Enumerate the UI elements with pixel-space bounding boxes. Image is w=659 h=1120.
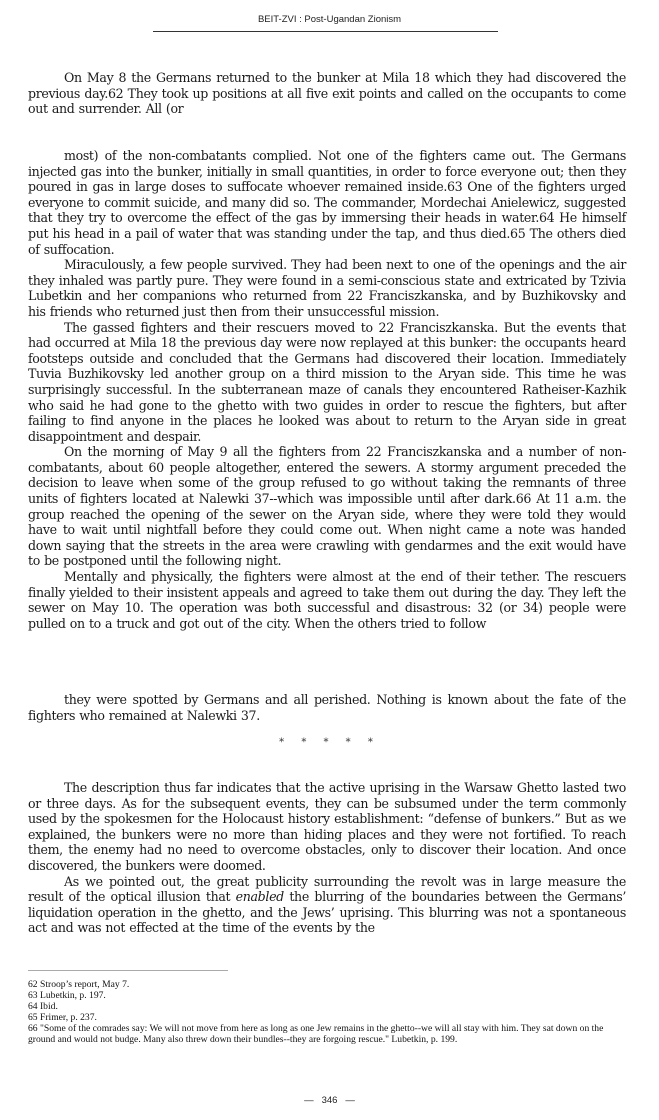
page-number: 346	[321, 1095, 338, 1106]
body-text-block-4	[28, 780, 626, 936]
running-header-title: BEIT-ZVI : Post-Ugandan Zionism	[257, 14, 402, 25]
footnote-65: 65 Frimer, p. 237.	[28, 1012, 97, 1023]
footnote-66: 66 "Some of the comrades say: We will not move from here as long as one Jew remains in the ghetto--we will all stay with him. They sat down on the ground and would not budge. Many also threw down their bundles--they are forgoing rescue." Lubetkin, p. 199.	[28, 1023, 604, 1045]
paragraph: On the morning of May 9 all the fighters from 22 Franciszkanska and a number of non-combatants, about 60 people altogether, entered the sewers. A stormy argument preceded the decision to leave when some of the group refused to go without taking the remnants of three units of fighters located at Nalewki 37--which was impossible until after dark.66 At 11 a.m. the group reached the opening of the sewer on the Aryan side, where they were told they would have to wait until nightfall before they could come out. When night came a note was handed down saying that the streets in the area were crawling with gendarmes and the exit would have to be postponed until the following night.	[28, 444, 626, 569]
body-text-block-3	[28, 692, 626, 723]
paragraph-continued: they were spotted by Germans and all perished. Nothing is known about the fate of the fighters who remained at Nalewki 37.	[28, 692, 626, 723]
paragraph-with-emphasis	[28, 874, 626, 936]
dash-right: —	[345, 1095, 355, 1106]
paragraph: On May 8 the Germans returned to the bunker at Mila 18 which they had discovered the previous day.62 They took up positions at all five exit points and called on the occupants to come out and surrender. All (or	[28, 70, 626, 117]
section-separator: * * * * *	[279, 737, 380, 748]
footnote-64: 64 Ibid.	[28, 1001, 58, 1012]
dash-left: —	[304, 1095, 314, 1106]
body-text-block-1	[28, 70, 626, 117]
paragraph: Mentally and physically, the fighters were almost at the end of their tether. The rescuers finally yielded to their insistent appeals and agreed to take them out during the day. They left the sewer on May 10. The operation was both successful and disastrous: 32 (or 34) people were pulled on to a truck and got out of the city. When the others tried to follow	[28, 569, 626, 631]
emphasis-text: enabled	[235, 889, 284, 905]
body-text-block-2	[28, 148, 626, 631]
footnote-63: 63 Lubetkin, p. 197.	[28, 990, 106, 1001]
footnotes	[28, 979, 628, 1045]
text-span: As we pointed out, the great publicity surrounding the revolt was in large measure the result of the optical illusion that	[28, 873, 626, 905]
paragraph-continued: most) of the non-combatants complied. Not one of the fighters came out. The Germans injected gas into the bunker, initially in small quantities, in order to force everyone out; then they poured in gas in large doses to suffocate whoever remained inside.63 One of the fighters urged everyone to commit suicide, and many did so. The commander, Mordechai Anielewicz, suggested that they try to overcome the effect of the gas by immersing their heads in water.64 He himself put his head in a pail of water that was standing under the tap, and thus died.65 The others died of suffocation.	[28, 148, 626, 257]
text-span: the blurring of the boundaries between the Germans’ liquidation operation in the ghetto, and the Jews’ uprising. This blurring was not a spontaneous act and was not effected at the time of the events by the	[28, 889, 626, 936]
paragraph: The gassed fighters and their rescuers moved to 22 Franciszkanska. But the events that had occurred at Mila 18 the previous day were now replayed at this bunker: the occupants heard footsteps outside and concluded that the Germans had discovered their location. Immediately Tuvia Buzhikovsky led another group on a third mission to the Aryan side. This time he was surprisingly successful. In the subterranean maze of canals they encountered Ratheiser-Kazhik who said he had gone to the ghetto with two guides in order to rescue the fighters, but after failing to find anyone in the places he looked was about to return to the Aryan side in great disappointment and despair.	[28, 319, 626, 444]
header-rule	[153, 31, 498, 32]
footnote-rule	[28, 970, 228, 971]
page-footer	[0, 1095, 659, 1106]
paragraph: Miraculously, a few people survived. They had been next to one of the openings and the air they inhaled was partly pure. They were found in a semi-conscious state and extricated by Tzivia Lubetkin and her companions who returned from 22 Franciszkanska, and by Buzhikovsky and his friends who returned just then from their unsuccessful mission.	[28, 257, 626, 319]
paragraph: The description thus far indicates that the active uprising in the Warsaw Ghetto lasted two or three days. As for the subsequent events, they can be subsumed under the term commonly used by the spokesmen for the Holocaust history establishment: “defense of bunkers.” But as we explained, the bunkers were no more than hiding places and they were not fortified. To reach them, the enemy had no need to overcome obstacles, only to discover their location. And once discovered, the bunkers were doomed.	[28, 780, 626, 873]
footnote-62: 62 Stroop’s report, May 7.	[28, 979, 130, 990]
